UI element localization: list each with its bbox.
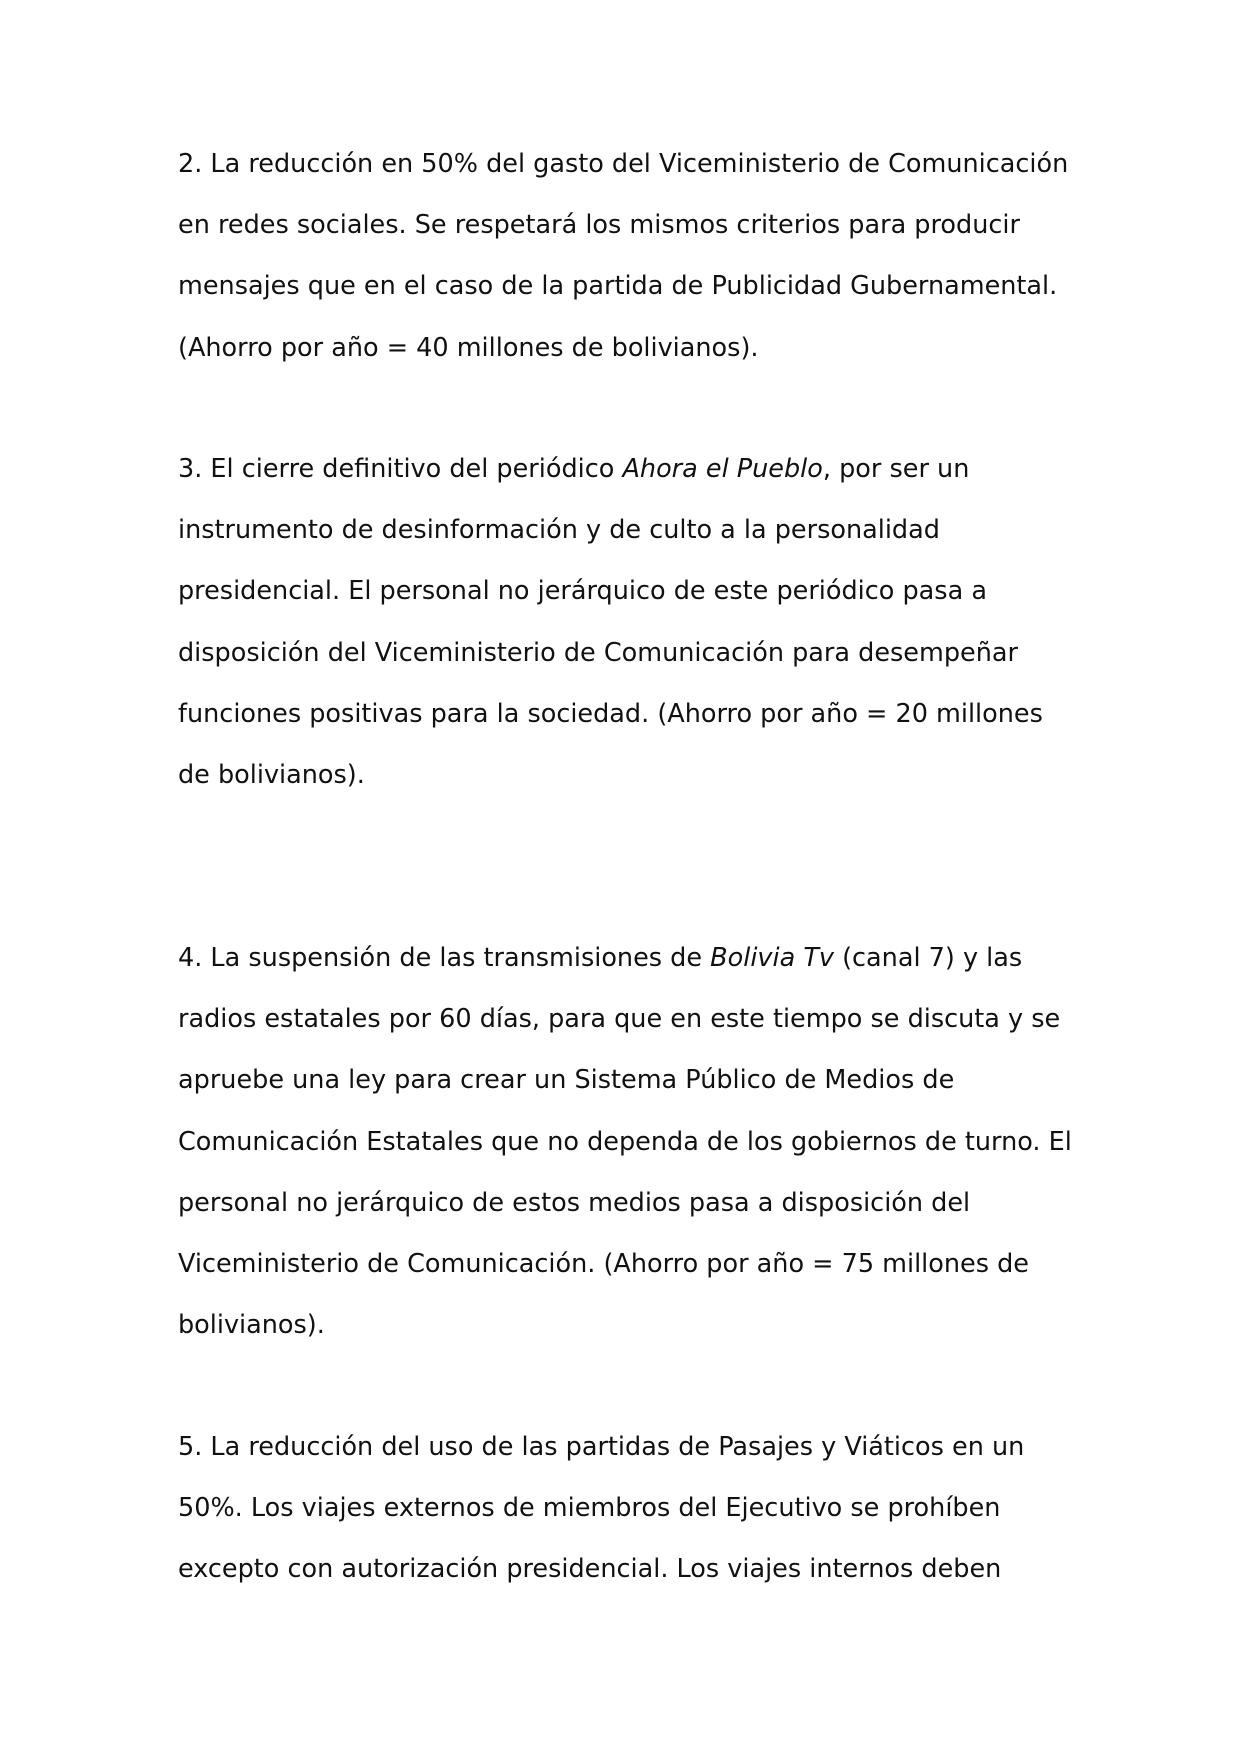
newspaper-title: Ahora el Pueblo bbox=[622, 454, 823, 484]
paragraph-item-2 bbox=[178, 134, 1078, 379]
text-line: mensajes que en el caso de la partida de Publicidad Gubernamental. bbox=[178, 271, 1058, 302]
text-line: (Ahorro por año = 40 millones de bolivianos). bbox=[178, 332, 759, 363]
channel-name: Bolivia Tv bbox=[710, 943, 834, 973]
text-line: presidencial. El personal no jerárquico de este periódico pasa a bbox=[178, 576, 987, 607]
text-line: disposición del Viceministerio de Comunicación para desempeñar bbox=[178, 637, 1018, 668]
text-line: personal no jerárquico de estos medios pasa a disposición del bbox=[178, 1187, 971, 1218]
text-run: 3. El cierre definitivo del periódico bbox=[178, 454, 623, 484]
text-line: en redes sociales. Se respetará los mismos criterios para producir bbox=[178, 210, 1020, 241]
paragraph-item-5 bbox=[178, 1417, 1078, 1601]
text-line: radios estatales por 60 días, para que en este tiempo se discuta y se bbox=[178, 1004, 1061, 1035]
text-line: 50%. Los viajes externos de miembros del Ejecutivo se prohíben bbox=[178, 1493, 1001, 1524]
text-line: Comunicación Estatales que no dependa de los gobiernos de turno. El bbox=[178, 1126, 1072, 1157]
text-line: instrumento de desinformación y de culto a la personalidad bbox=[178, 515, 940, 546]
text-line: bolivianos). bbox=[178, 1310, 325, 1341]
text-line: Viceministerio de Comunicación. (Ahorro por año = 75 millones de bbox=[178, 1248, 1029, 1279]
text-run: (canal 7) y las bbox=[833, 943, 1023, 973]
paragraph-item-4 bbox=[178, 928, 1078, 1356]
text-line: excepto con autorización presidencial. Los viajes internos deben bbox=[178, 1554, 1002, 1585]
text-line: 5. La reducción del uso de las partidas de Pasajes y Viáticos en un bbox=[178, 1432, 1025, 1462]
text-line: 2. La reducción en 50% del gasto del Viceministerio de Comunicación bbox=[178, 149, 1069, 179]
text-line: de bolivianos). bbox=[178, 759, 365, 790]
text-line bbox=[178, 928, 1078, 989]
text-line bbox=[178, 439, 1078, 500]
paragraph-item-3 bbox=[178, 439, 1078, 806]
text-run: , por ser un bbox=[822, 454, 970, 484]
text-line: apruebe una ley para crear un Sistema Público de Medios de bbox=[178, 1065, 955, 1096]
text-run: 4. La suspensión de las transmisiones de bbox=[178, 943, 711, 973]
text-line: funciones positivas para la sociedad. (Ahorro por año = 20 millones bbox=[178, 698, 1043, 729]
